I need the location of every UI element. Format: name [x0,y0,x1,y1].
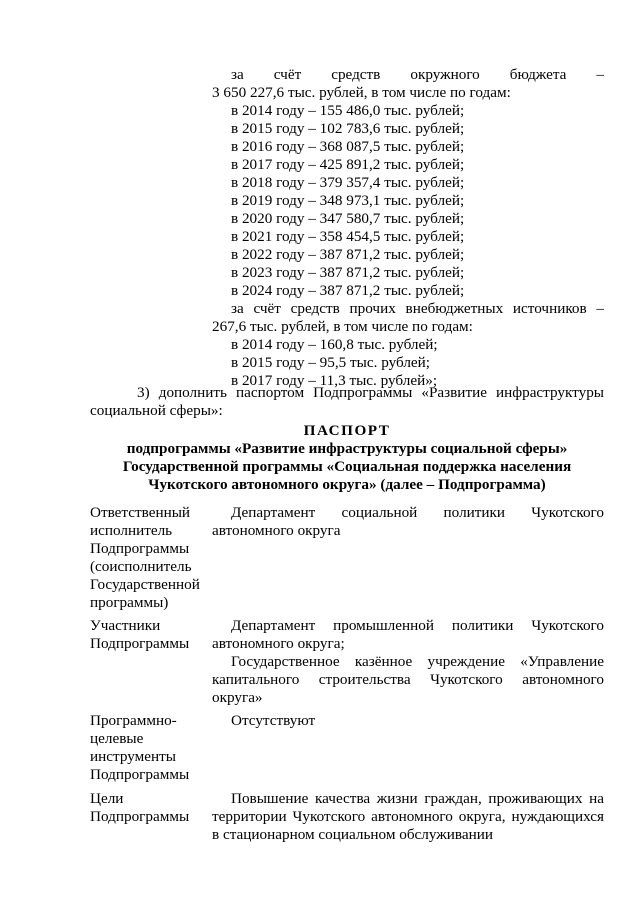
year-amount-line: в 2014 году – 160,8 тыс. рублей; [231,336,438,353]
year-amount-line: в 2015 году – 95,5 тыс. рублей; [231,354,431,371]
passport-row-label: Программно- целевые инструменты Подпрограммы [90,712,190,783]
passport-subtitle-line: Государственной программы «Социальная поддержка населения [122,458,572,475]
okrug-budget-line-1: за счёт средств окружного бюджета – [231,66,604,83]
year-amount-line: в 2018 году – 379 357,4 тыс. рублей; [231,174,465,191]
year-amount-line: в 2019 году – 348 973,1 тыс. рублей; [231,192,465,209]
funding-section [212,66,604,390]
passport-row-label: Цели Подпрограммы [90,790,190,825]
year-amount-line: в 2022 году – 387 871,2 тыс. рублей; [231,246,465,263]
passport-heading [90,422,604,494]
year-amount-line: в 2017 году – 11,3 тыс. рублей»; [231,372,438,389]
passport-row-value: Департамент социальной политики Чукотского автономного округа [212,504,604,539]
passport-subtitle-line: Чукотского автономного округа» (далее – Подпрограмма) [148,476,546,493]
passport-row-value: Повышение качества жизни граждан, проживающих на территории Чукотского автономного округа, нуждающихся в стационарном социальном обслуживании [212,790,604,843]
year-amount-line: в 2024 году – 387 871,2 тыс. рублей; [231,282,465,299]
year-amount-line: в 2017 году – 425 891,2 тыс. рублей; [231,156,465,173]
year-amount-line: в 2023 году – 387 871,2 тыс. рублей; [231,264,465,281]
passport-row-label: Участники Подпрограммы [90,617,190,652]
year-amount-line: в 2021 году – 358 454,5 тыс. рублей; [231,228,465,245]
okrug-budget-line-2: 3 650 227,6 тыс. рублей, в том числе по годам: [212,84,511,101]
passport-subtitle-line: подпрограммы «Развитие инфраструктуры социальной сферы» [126,440,568,457]
passport-title: ПАСПОРТ [303,422,391,439]
extra-budget-line-1: за счёт средств прочих внебюджетных источников – [231,300,605,317]
extra-budget-line-2: 267,6 тыс. рублей, в том числе по годам: [212,318,473,335]
amendment-item-3: 3) дополнить паспортом Подпрограммы «Развитие инфраструктуры социальной сферы»: [90,384,604,419]
year-amount-line: в 2014 году – 155 486,0 тыс. рублей; [231,102,465,119]
passport-row-value: Отсутствуют [231,712,316,729]
year-amount-line: в 2015 году – 102 783,6 тыс. рублей; [231,120,465,137]
passport-row-value: Департамент промышленной политики Чукотского автономного округа; Государственное казённое учреждение «Управление капитального строительства Чукотского автономного округа» [212,617,604,706]
year-amount-line: в 2020 году – 347 580,7 тыс. рублей; [231,210,465,227]
year-amount-line: в 2016 году – 368 087,5 тыс. рублей; [231,138,465,155]
okrug-budget-intro [212,66,604,84]
extra-budget-intro [212,300,604,318]
passport-row-label: Ответственный исполнитель Подпрограммы (соисполнитель Государственной программы) [90,504,200,611]
